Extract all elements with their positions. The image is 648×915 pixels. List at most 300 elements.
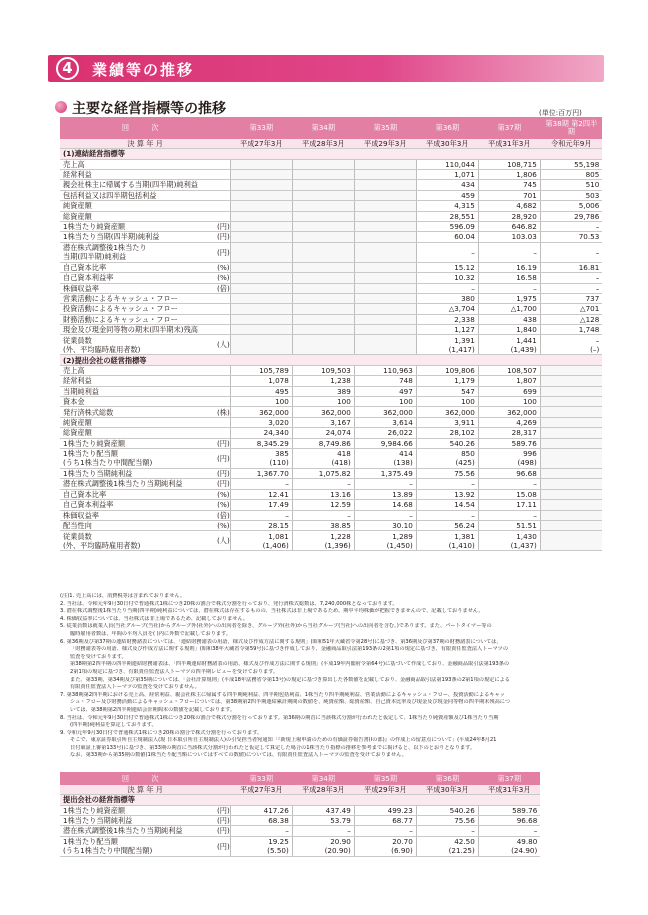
note-line: 4. 株価収益率については、当社株式は非上場であるため、記載しておりません。	[60, 615, 249, 622]
table-cell	[478, 335, 540, 355]
table-cell	[292, 232, 354, 242]
table-row	[60, 448, 602, 468]
table-cell	[230, 262, 292, 272]
row-label: 純資産額	[60, 417, 217, 427]
table-row	[60, 304, 602, 314]
table-cell: 547	[416, 386, 478, 396]
table-cell	[354, 232, 416, 242]
cell-line: (うち1株当たり中間配当額)	[63, 846, 153, 856]
table-row	[60, 365, 602, 375]
column-date: 平成29年3月	[354, 785, 416, 795]
cell-line: 1,289	[392, 531, 413, 541]
row-unit: (円)	[217, 816, 230, 826]
table-cell	[230, 273, 292, 283]
table-cell: 28,920	[478, 211, 540, 221]
row-label: 株価収益率	[60, 510, 217, 520]
row-label: 総資産額	[60, 211, 217, 221]
table-cell: 1,127	[416, 325, 478, 335]
table-cell: △3,704	[416, 304, 478, 314]
table-row	[60, 221, 602, 231]
table-cell: 105,789	[230, 365, 292, 375]
table-cell	[354, 293, 416, 303]
table-cell	[354, 283, 416, 293]
column-header: 第33期	[230, 772, 292, 785]
table-cell: 14.54	[416, 500, 478, 510]
table-cell: –	[478, 826, 540, 836]
table-cell	[540, 365, 602, 375]
column-header: 第37期	[478, 117, 540, 139]
table-cell	[230, 531, 292, 551]
table-cell: 100	[292, 397, 354, 407]
table-cell	[540, 376, 602, 386]
table-cell	[292, 190, 354, 200]
row-label: 1株当たり純資産額	[60, 221, 217, 231]
table-cell: 17.11	[478, 500, 540, 510]
table-cell	[292, 262, 354, 272]
table-cell: 9,984.66	[354, 438, 416, 448]
cell-line: 414	[399, 449, 413, 459]
cell-line: (1,437)	[510, 540, 537, 550]
table-cell: 380	[416, 293, 478, 303]
table-row	[60, 826, 540, 836]
table-cell: 1,807	[478, 376, 540, 386]
bullet-icon	[55, 101, 67, 113]
table-cell	[354, 159, 416, 169]
row-label: 自己資本比率	[60, 262, 217, 272]
note-line: なお、第33期から第35期の数値(1株当たり配当額についてはすべての数値)については、有限責任監査法人トーマツの監査を受けておりません。	[70, 752, 407, 759]
table-cell: 24,340	[230, 428, 292, 438]
table-cell	[354, 531, 416, 551]
table-cell: –	[540, 273, 602, 283]
column-date: 平成27年3月	[230, 785, 292, 795]
row-label: 自己資本比率	[60, 489, 217, 499]
table-cell	[540, 438, 602, 448]
table-cell	[292, 304, 354, 314]
row-label: 経常利益	[60, 169, 217, 179]
table-cell: 75.56	[416, 468, 478, 478]
table-cell: 110,044	[416, 159, 478, 169]
table-cell: 701	[478, 190, 540, 200]
table-cell: 596.09	[416, 221, 478, 231]
table-row	[60, 190, 602, 200]
table-cell: 3,020	[230, 417, 292, 427]
table-cell	[292, 335, 354, 355]
row-unit	[217, 314, 230, 324]
table-row	[60, 428, 602, 438]
row-label: 親会社株主に帰属する当期(四半期)純利益	[60, 180, 217, 190]
table-cell: 110,963	[354, 365, 416, 375]
table-cell: 13.89	[354, 489, 416, 499]
row-unit: (円)	[217, 232, 230, 242]
row-unit: (倍)	[217, 510, 230, 520]
header-row	[60, 139, 602, 149]
table-cell: 503	[540, 190, 602, 200]
table-cell	[540, 510, 602, 520]
table-cell: 17.49	[230, 500, 292, 510]
group-label: (1)連結経営指標等	[60, 149, 602, 159]
table-cell: –	[292, 510, 354, 520]
row-unit: (倍)	[217, 283, 230, 293]
table-cell: 737	[540, 293, 602, 303]
table-row	[60, 335, 602, 355]
table-cell	[354, 335, 416, 355]
table-row	[60, 325, 602, 335]
table-cell	[292, 293, 354, 303]
table-cell	[540, 479, 602, 489]
table-cell	[292, 314, 354, 324]
table-row	[60, 376, 602, 386]
table-cell	[292, 273, 354, 283]
row-unit	[217, 365, 230, 375]
row-unit: (円)	[217, 448, 230, 468]
column-date: 令和元年9月	[540, 139, 602, 149]
cell-line: (1,410)	[448, 540, 475, 550]
table-cell: 15.12	[416, 262, 478, 272]
note-line: 臨時雇用者数は、年間の平均人員を( )内に外数で記載しております。	[70, 630, 231, 637]
table-row	[60, 468, 602, 478]
table-cell: –	[416, 283, 478, 293]
header-label: 回 次	[60, 117, 230, 139]
cell-line: (498)	[517, 458, 537, 468]
cell-line: 20.70	[392, 837, 413, 847]
table-cell	[230, 221, 292, 231]
column-header: 第35期	[354, 772, 416, 785]
row-unit	[217, 180, 230, 190]
table-cell	[292, 836, 354, 856]
table-cell: 28,317	[478, 428, 540, 438]
table-cell: 1,840	[478, 325, 540, 335]
table-cell	[478, 448, 540, 468]
table-cell: 16.19	[478, 262, 540, 272]
row-label: 発行済株式総数	[60, 407, 217, 417]
table-cell	[354, 242, 416, 262]
group-label: 提出会社の経営指標等	[60, 795, 540, 805]
row-unit: (円)	[217, 469, 230, 479]
table-cell: –	[354, 510, 416, 520]
table-cell	[478, 531, 540, 551]
table-cell: 68.77	[354, 815, 416, 825]
table-cell: –	[230, 510, 292, 520]
row-label	[60, 448, 217, 468]
table-cell: 28,551	[416, 211, 478, 221]
table-cell	[354, 262, 416, 272]
table-cell: 14.68	[354, 500, 416, 510]
table-cell: –	[292, 479, 354, 489]
table-cell: △128	[540, 314, 602, 324]
table-row	[60, 159, 602, 169]
row-unit: (%)	[217, 273, 230, 283]
note-line: シュ・フロー及び財務活動によるキャッシュ・フローについては、第38期第2四半期連結累計期間の数値を、純資産額、総資産額、自己資本比率及び現金及び現金同等物の四半期末残高につ	[70, 699, 511, 706]
table-cell	[354, 448, 416, 468]
table-cell: 96.68	[478, 468, 540, 478]
table-cell	[292, 180, 354, 190]
table-cell	[292, 201, 354, 211]
table-cell: 5,006	[540, 201, 602, 211]
table-cell	[354, 221, 416, 231]
table-row	[60, 438, 602, 448]
row-unit	[217, 201, 230, 211]
table-cell: 745	[478, 180, 540, 190]
table-cell: 1,367.70	[230, 468, 292, 478]
column-date: 平成30年3月	[416, 139, 478, 149]
table-row	[60, 805, 540, 815]
row-label: 純資産額	[60, 201, 217, 211]
table-row	[60, 489, 602, 499]
column-date: 平成29年3月	[354, 139, 416, 149]
row-label: 投資活動によるキャッシュ・フロー	[60, 304, 217, 314]
cell-line: 1,228	[330, 531, 351, 541]
table-cell: 805	[540, 169, 602, 179]
header-row	[60, 772, 540, 785]
table-cell	[416, 836, 478, 856]
table-row	[60, 520, 602, 530]
table-cell	[540, 468, 602, 478]
table-cell: 12.41	[230, 489, 292, 499]
note-line: 監査を受けております。	[70, 653, 127, 660]
table-cell: 1,238	[292, 376, 354, 386]
row-unit: (円)	[217, 836, 230, 856]
table-cell: 434	[416, 180, 478, 190]
table-cell: –	[540, 283, 602, 293]
table-cell	[292, 448, 354, 468]
table-cell: 8,345.29	[230, 438, 292, 448]
table-cell: 70.53	[540, 232, 602, 242]
table-cell: 29,786	[540, 211, 602, 221]
table-cell: 75.56	[416, 815, 478, 825]
table-cell: 12.59	[292, 500, 354, 510]
table-cell: 362,000	[354, 407, 416, 417]
row-unit	[217, 417, 230, 427]
cell-line: (–)	[590, 344, 600, 354]
table-cell	[416, 531, 478, 551]
table-cell	[292, 221, 354, 231]
group-row	[60, 149, 602, 159]
table-cell: –	[478, 479, 540, 489]
column-header: 第34期	[292, 772, 354, 785]
page-title: 主要な経営指標等の推移	[72, 101, 226, 117]
cell-line: 1,081	[268, 531, 289, 541]
cell-line: 20.90	[330, 837, 351, 847]
note-line: 3. 潜在株式調整後1株当たり当期(四半期)純利益については、潜在株式は存在するものの、当社株式は非上場であるため、期中平均株価が把握できませんので、記載しておりません。	[60, 608, 484, 615]
row-label: 株価収益率	[60, 283, 217, 293]
table-cell: 589.76	[478, 438, 540, 448]
table-row	[60, 815, 540, 825]
row-unit: (%)	[217, 489, 230, 499]
row-unit	[217, 325, 230, 335]
note-line: 日付東証上審第133号)に基づき、第33期の期首に当該株式分割が行われたと仮定して算定した場合の1株当たり指標の推移を参考までに掲げると、以下のとおりとなります。	[70, 744, 476, 751]
note-line: (注)1. 売上高には、消費税等は含まれておりません。	[60, 593, 186, 599]
cell-line: 42.50	[454, 837, 475, 847]
notes	[60, 593, 590, 760]
row-unit: (%)	[217, 262, 230, 272]
table-cell: 362,000	[230, 407, 292, 417]
table-cell	[354, 169, 416, 179]
table-cell: 1,975	[478, 293, 540, 303]
row-unit	[217, 190, 230, 200]
table-cell: –	[354, 826, 416, 836]
table-cell: 1,078	[230, 376, 292, 386]
row-unit: (円)	[217, 242, 230, 262]
table-cell: 540.26	[416, 438, 478, 448]
table-cell	[478, 836, 540, 856]
table-row	[60, 531, 602, 551]
table-cell	[292, 283, 354, 293]
table-row	[60, 386, 602, 396]
note-line: 第38期第2四半期の四半期連結財務諸表は、「四半期連結財務諸表の用語、様式及び作成方法に関する規則」(平成19年内閣府令第64号)に基づいて作成しており、金融商品取引法第193条の	[70, 661, 510, 668]
table-cell: –	[478, 283, 540, 293]
row-label	[60, 335, 217, 355]
table-row	[60, 201, 602, 211]
header-label: 決 算 年 月	[60, 139, 230, 149]
table-cell	[292, 169, 354, 179]
cell-line: 従業員数	[63, 531, 92, 541]
row-label: 1株当たり当期純利益	[60, 468, 217, 478]
row-label: 1株当たり当期(四半期)純利益	[60, 232, 217, 242]
table-row	[60, 232, 602, 242]
row-label: 自己資本利益率	[60, 500, 217, 510]
key-indicators-table	[60, 117, 602, 551]
note-line: 9. 令和元年9月30日付で普通株式1株につき20株の割合で株式分割を行っております。	[60, 729, 263, 736]
cell-line: (1,439)	[510, 344, 537, 354]
table-cell: 10.32	[416, 273, 478, 283]
row-unit	[217, 376, 230, 386]
row-label: 包括利益又は四半期包括利益	[60, 190, 217, 200]
row-label: 売上高	[60, 159, 217, 169]
table-cell	[292, 531, 354, 551]
table-cell	[354, 314, 416, 324]
cell-line: (418)	[331, 458, 351, 468]
table-cell: 3,167	[292, 417, 354, 427]
cell-line: 418	[337, 449, 351, 459]
column-date: 平成27年3月	[230, 139, 292, 149]
table-cell	[230, 169, 292, 179]
table-row	[60, 397, 602, 407]
table-cell	[540, 489, 602, 499]
row-unit: (人)	[217, 531, 230, 551]
table-cell: 459	[416, 190, 478, 200]
column-header: 第36期	[416, 772, 478, 785]
table-cell: –	[540, 221, 602, 231]
table-cell: △701	[540, 304, 602, 314]
table-cell: 30.10	[354, 520, 416, 530]
table-cell: 417.26	[230, 805, 292, 815]
note-line: 2. 当社は、令和元年9月30日付で普通株式1株につき20株の割合で株式分割を行っており、発行済株式総数は、7,240,000株となっております。	[60, 600, 398, 607]
table-row	[60, 283, 602, 293]
table-cell: 109,806	[416, 365, 478, 375]
table-cell	[230, 836, 292, 856]
table-row	[60, 510, 602, 520]
table-cell: 1,075.82	[292, 468, 354, 478]
table-cell: △1,700	[478, 304, 540, 314]
cell-line: 385	[275, 449, 289, 459]
row-unit: (円)	[217, 805, 230, 815]
table-cell: –	[478, 242, 540, 262]
note-line: 2第1項の規定に基づき、有限責任監査法人トーマツの四半期レビューを受けております。	[70, 668, 279, 675]
table-cell	[230, 283, 292, 293]
note-line: 有限責任監査法人トーマツの監査を受けておりません。	[70, 684, 200, 691]
cell-line: 従業員数	[63, 335, 92, 345]
table-row	[60, 479, 602, 489]
table-cell	[354, 273, 416, 283]
note-line: 「財務諸表等の用語、様式及び作成方法に関する規則」(昭和38年大蔵省令第59号)に基づき作成しており、金融商品取引法第193条の2第1項の規定に基づき、有限責任監査法人トーマツの	[70, 646, 509, 653]
table-cell: 24,074	[292, 428, 354, 438]
table-cell: 438	[478, 314, 540, 324]
row-unit	[217, 293, 230, 303]
group-label: (2)提出会社の経営指標等	[60, 355, 602, 365]
table-cell: 28.15	[230, 520, 292, 530]
table-cell	[354, 325, 416, 335]
section-number: 4	[56, 57, 79, 80]
column-date: 平成31年3月	[478, 139, 540, 149]
row-unit	[217, 304, 230, 314]
table-cell: 108,507	[478, 365, 540, 375]
unit-label: (単位:百万円)	[539, 109, 582, 117]
row-unit: (%)	[217, 521, 230, 531]
table-cell	[230, 190, 292, 200]
table-cell: 100	[478, 397, 540, 407]
table-cell	[540, 531, 602, 551]
row-label	[60, 836, 217, 856]
table-cell	[540, 500, 602, 510]
row-label: 潜在株式調整後1株当たり当期純利益	[60, 826, 217, 836]
table-cell: 16.81	[540, 262, 602, 272]
row-label: 資本金	[60, 397, 217, 407]
table-cell: –	[230, 826, 292, 836]
note-line: 6. 第36期及び第37期の連結財務諸表については、「連結財務諸表の用語、様式及び作成方法に関する規則」(昭和51年大蔵省令第28号)に基づき、第36期及び第37期の財務諸表については、	[60, 638, 502, 645]
column-header: 第34期	[292, 117, 354, 139]
cell-line: 1,430	[516, 531, 537, 541]
column-header: 第37期	[478, 772, 540, 785]
table-cell	[416, 335, 478, 355]
header-label: 回 次	[60, 772, 230, 785]
table-cell: 4,269	[478, 417, 540, 427]
cell-line: 1株当たり配当額	[63, 837, 118, 847]
row-unit	[217, 386, 230, 396]
row-label: 経常利益	[60, 376, 217, 386]
table-row	[60, 242, 602, 262]
column-date: 平成31年3月	[478, 785, 540, 795]
table-cell: –	[416, 242, 478, 262]
table-cell	[540, 386, 602, 396]
row-unit	[217, 428, 230, 438]
table-cell	[230, 448, 292, 468]
table-cell	[354, 190, 416, 200]
table-cell	[540, 448, 602, 468]
table-cell: 96.68	[478, 815, 540, 825]
table-cell: 13.16	[292, 489, 354, 499]
header-row	[60, 785, 540, 795]
table-cell	[540, 520, 602, 530]
table-cell	[540, 407, 602, 417]
column-date: 平成30年3月	[416, 785, 478, 795]
column-header: 第35期	[354, 117, 416, 139]
table-cell	[354, 180, 416, 190]
table-cell	[230, 180, 292, 190]
row-label: 当期純利益	[60, 386, 217, 396]
table-cell	[354, 304, 416, 314]
column-header: 第36期	[416, 117, 478, 139]
row-label: 潜在株式調整後1株当たり当期純利益	[60, 479, 217, 489]
row-unit: (円)	[217, 826, 230, 836]
row-label: 現金及び現金同等物の期末(四半期末)残高	[60, 325, 217, 335]
section-banner-title: 業績等の推移	[92, 61, 195, 79]
row-unit	[217, 397, 230, 407]
table-row	[60, 836, 540, 856]
header-row	[60, 117, 602, 139]
table-row	[60, 211, 602, 221]
column-date: 平成28年3月	[292, 785, 354, 795]
cell-line: (110)	[269, 458, 289, 468]
